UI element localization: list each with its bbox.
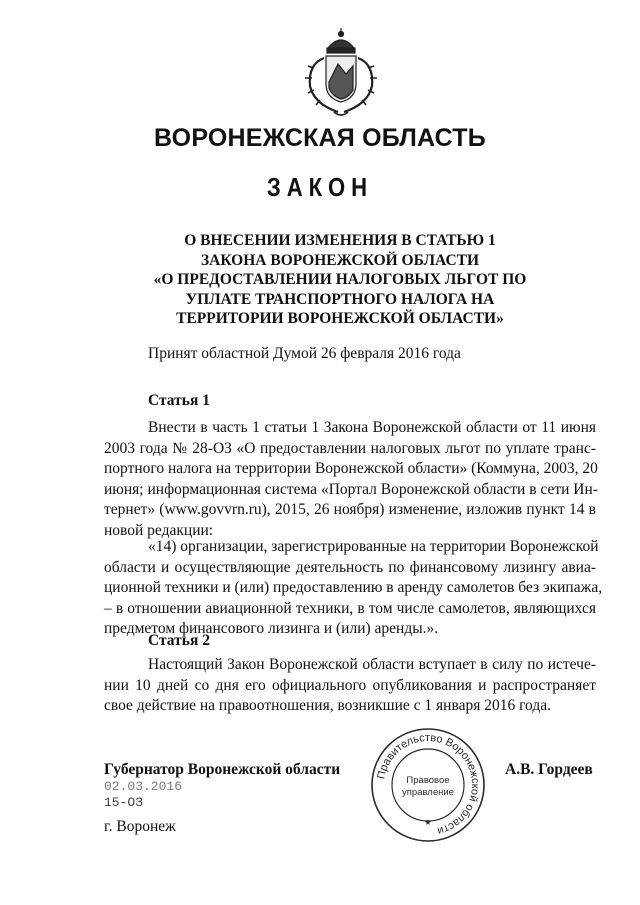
article-1-heading: Статья 1 bbox=[148, 392, 210, 409]
text-line: Внести в часть 1 статьи 1 Закона Воронежской области от 11 июня bbox=[148, 419, 596, 436]
region-name: ВОРОНЕЖСКАЯ ОБЛАСТЬ bbox=[154, 124, 486, 152]
text-line: Настоящий Закон Воронежской области вступает в силу по истече- bbox=[148, 656, 596, 673]
title-line: ТЕРРИТОРИИ ВОРОНЕЖСКОЙ ОБЛАСТИ» bbox=[176, 310, 504, 327]
article-1-text bbox=[104, 418, 596, 541]
article-2-text bbox=[104, 655, 596, 717]
signatory-name: А.В. Гордеев bbox=[505, 761, 593, 778]
seal-star-icon: ★ bbox=[424, 818, 432, 827]
text-line: июня; информационная система «Портал Воронежской области в сети Ин- bbox=[104, 480, 598, 498]
registration-number: 15-ОЗ bbox=[104, 795, 144, 810]
text-line: нии 10 дней со дня его официального опубликования и распространяет bbox=[104, 676, 596, 694]
seal-ring-text: Правительство Воронежской области bbox=[375, 731, 482, 837]
seal-inner-line-2: управление bbox=[402, 787, 454, 798]
text-line: области и осуществляющие деятельность по финансовому лизингу авиа- bbox=[104, 558, 596, 576]
text-line: тернет» (www.govvrn.ru), 2015, 26 ноября) изменение, изложив пункт 14 в bbox=[104, 501, 596, 518]
text-line: ционной техники и (или) предоставлению в аренду самолетов без экипажа, bbox=[104, 579, 603, 596]
title-line: «О ПРЕДОСТАВЛЕНИИ НАЛОГОВЫХ ЛЬГОТ ПО bbox=[153, 271, 527, 288]
text-line: портного налога на территории Воронежской области» (Коммуна, 2003, 20 bbox=[104, 460, 598, 477]
official-seal-icon bbox=[368, 725, 488, 845]
text-line: свое действие на правоотношения, возникшие с 1 января 2016 года. bbox=[104, 697, 551, 714]
law-title bbox=[130, 231, 550, 329]
coat-of-arms-icon bbox=[300, 28, 382, 120]
title-line: УПЛАТЕ ТРАНСПОРТНОГО НАЛОГА НА bbox=[185, 290, 495, 308]
seal-graphic bbox=[368, 725, 488, 845]
title-line: ЗАКОНА ВОРОНЕЖСКОЙ ОБЛАСТИ bbox=[200, 251, 480, 269]
article-1-quote bbox=[104, 537, 603, 640]
text-line: предметом финансового лизинга и (или) аренды.». bbox=[104, 620, 439, 637]
seal-inner-line-1: Правовое bbox=[406, 775, 450, 786]
text-line: новой редакции: bbox=[104, 521, 214, 539]
adoption-date: Принят областной Думой 26 февраля 2016 года bbox=[148, 345, 461, 362]
signatory-position: Губернатор Воронежской области bbox=[104, 761, 341, 778]
text-line: 2003 года № 28-ОЗ «О предоставлении налоговых льгот по уплате транс- bbox=[104, 439, 596, 457]
text-line: «14) организации, зарегистрированные на территории Воронежской bbox=[148, 538, 599, 555]
article-2-heading: Статья 2 bbox=[148, 632, 210, 649]
coat-of-arms-graphic bbox=[300, 28, 382, 120]
signing-city: г. Воронеж bbox=[104, 818, 176, 835]
title-line: О ВНЕСЕНИИ ИЗМЕНЕНИЯ В СТАТЬЮ 1 bbox=[184, 232, 496, 249]
document-type: ЗАКОН bbox=[266, 172, 374, 202]
text-line: – в отношении авиационной техники, в том числе самолетов, являющихся bbox=[104, 599, 596, 617]
registration-date: 02.03.2016 bbox=[104, 779, 183, 794]
